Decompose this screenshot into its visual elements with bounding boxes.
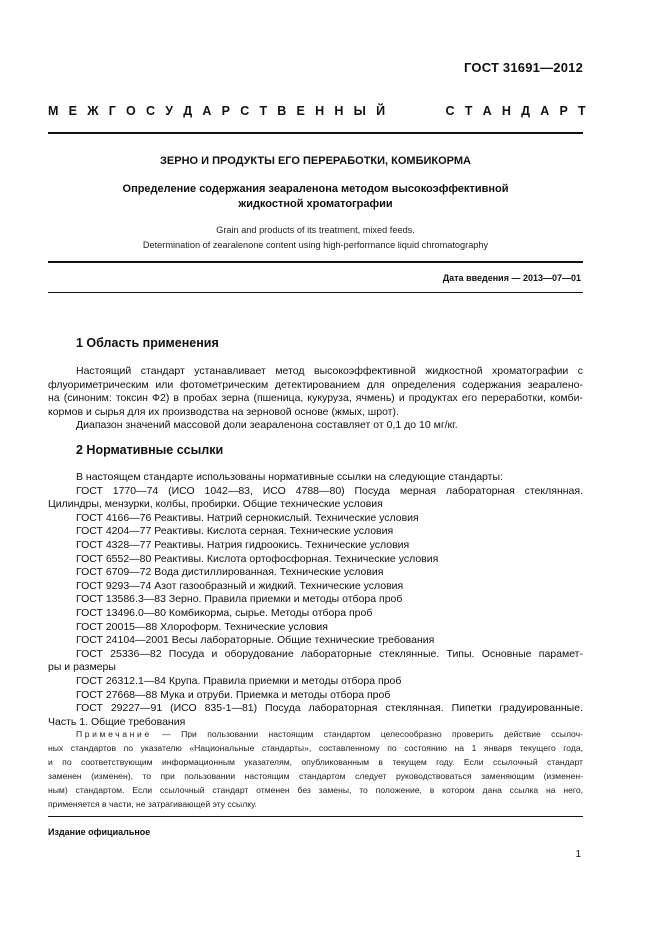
list-item: ГОСТ 27668—88 Мука и отруби. Приемка и методы отбора проб	[76, 688, 391, 701]
list-item: ГОСТ 6552—80 Реактивы. Кислота ортофосфорная. Технические условия	[76, 552, 439, 565]
banner-letter: В	[277, 104, 287, 118]
section-heading-references: 2 Нормативные ссылки	[76, 443, 224, 457]
list-item: ГОСТ 9293—74 Азот газообразный и жидкий. Технические условия	[76, 579, 404, 592]
banner-word-gap	[395, 104, 435, 118]
banner-letter: А	[202, 104, 212, 118]
list-item: Часть 1. Общие требования	[48, 715, 186, 728]
list-item: ГОСТ 24104—2001 Весы лабораторные. Общие технические требования	[76, 634, 435, 647]
header-divider	[48, 132, 583, 134]
banner-letter: Н	[501, 104, 511, 118]
list-item: ГОСТ 13586.3—83 Зерно. Правила приемки и методы отбора проб	[76, 593, 403, 606]
banner-letter: С	[146, 104, 156, 118]
list-item: В настоящем стандарте использованы нормативные ссылки на следующие стандарты:	[76, 471, 503, 483]
date-divider	[48, 292, 583, 293]
english-title-line: Grain and products of its treatment, mixed feeds.	[216, 225, 415, 235]
subtitle-line: Определение содержания зеараленона методом высокоэффективной	[122, 183, 509, 195]
banner-letter: Г	[108, 104, 116, 118]
interstate-standard-banner	[48, 104, 586, 118]
page-number: 1	[575, 849, 581, 860]
note-line: Примечание — При пользовании настоящим стандартом целесообразно проверить действие ссылоч-	[76, 729, 583, 739]
paragraph-line: Диапазон значений массовой доли зеараленона составляет от 0,1 до 10 мг/кг.	[76, 419, 458, 432]
note-line: заменен (изменен), то при пользовании настоящим стандартом следует руководствоваться заменяющим (изменен-	[48, 771, 583, 781]
document-title: ЗЕРНО И ПРОДУКТЫ ЕГО ПЕРЕРАБОТКИ, КОМБИКОРМА	[160, 155, 471, 167]
banner-letter: О	[126, 104, 136, 118]
banner-letter: Д	[183, 104, 193, 118]
introduction-date: Дата введения — 2013—07—01	[442, 273, 581, 283]
banner-letter: Т	[464, 104, 473, 118]
banner-letter: Р	[221, 104, 230, 118]
banner-letter: Й	[376, 104, 386, 118]
list-item: ГОСТ 6709—72 Вода дистиллированная. Технические условия	[76, 566, 384, 579]
title-divider	[48, 261, 583, 263]
section-heading-scope: 1 Область применения	[76, 336, 219, 350]
paragraph-line: кормов и сырья для их производства на зерновой основе (жмых, шрот).	[48, 405, 399, 418]
list-item: ГОСТ 25336—82 Посуда и оборудование лабораторные стеклянные. Типы. Основные парамет-	[76, 647, 583, 660]
english-title	[48, 223, 583, 253]
document-subtitle	[48, 182, 583, 212]
note-line: применяется в части, не затрагивающей эту ссылку.	[48, 799, 257, 809]
list-item: ГОСТ 29227—91 (ИСО 835-1—81) Посуда лабораторная стеклянная. Пипетки градуированные.	[76, 702, 583, 715]
banner-letter: А	[482, 104, 492, 118]
banner-letter: Р	[559, 104, 568, 118]
paragraph-line: флуориметрическим или фотометрическим детектированием для определения содержания зеаралено-	[48, 378, 583, 391]
list-item: ГОСТ 1770—74 (ИСО 1042—83, ИСО 4788—80) Посуда мерная лабораторная стеклянная.	[76, 484, 583, 497]
list-item: ГОСТ 4204—77 Реактивы. Кислота серная. Технические условия	[76, 525, 394, 538]
section-scope-text	[48, 365, 583, 433]
note-block	[48, 727, 583, 811]
paragraph-line: на (синоним: токсин Ф2) в пробах зерна (пшеница, кукуруза, ячмень) и продуктах его переработки, комби-	[48, 392, 583, 405]
subtitle-line: жидкостной хроматографии	[238, 198, 393, 210]
document-id: ГОСТ 31691—2012	[464, 60, 583, 75]
list-item: ГОСТ 20015—88 Хлороформ. Технические условия	[76, 620, 328, 633]
banner-letter: У	[165, 104, 174, 118]
banner-letter: Д	[521, 104, 531, 118]
list-item: ГОСТ 4166—76 Реактивы. Натрий сернокислый. Технические условия	[76, 511, 419, 524]
note-line: ных стандартов по указателю «Национальные стандарты», составленному по состоянию на 1 января текущего года,	[48, 743, 583, 753]
banner-letter: Н	[315, 104, 325, 118]
banner-letter: С	[445, 104, 455, 118]
banner-letter: С	[240, 104, 250, 118]
banner-letter: Ж	[87, 104, 99, 118]
note-line: и по соответствующим информационным указателям, опубликованным в текущем году. Если ссылочный стандарт	[48, 757, 583, 767]
normative-references-list	[48, 471, 583, 729]
list-item: ГОСТ 4328—77 Реактивы. Натрия гидроокись. Технические условия	[76, 538, 410, 551]
banner-letter: Т	[578, 104, 586, 118]
note-line: ным) стандартом. Если ссылочный стандарт отменен без замены, то положение, в котором дана ссылка на него,	[48, 785, 583, 795]
banner-letter: Е	[296, 104, 305, 118]
list-item: Цилиндры, мензурки, колбы, пробирки. Общие технические условия	[48, 498, 383, 511]
footer-divider	[48, 816, 583, 817]
official-edition-label: Издание официальное	[48, 827, 151, 837]
list-item: ГОСТ 13496.0—80 Комбикорма, сырье. Методы отбора проб	[76, 606, 373, 619]
english-title-line: Determination of zearalenone content using high-performance liquid chromatography	[142, 240, 489, 250]
banner-letter: Т	[259, 104, 268, 118]
banner-letter: М	[48, 104, 59, 118]
paragraph-line: Настоящий стандарт устанавливает метод высокоэффективной жидкостной хроматографии с	[76, 365, 583, 377]
note-label: Примечание	[76, 729, 152, 739]
banner-letter: Н	[334, 104, 344, 118]
list-item: ГОСТ 26312.1—84 Крупа. Правила приемки и методы отбора проб	[76, 674, 402, 687]
list-item: ры и размеры	[48, 661, 116, 674]
banner-letter: А	[540, 104, 550, 118]
banner-letter: Е	[68, 104, 77, 118]
banner-letter: Ы	[353, 104, 366, 118]
